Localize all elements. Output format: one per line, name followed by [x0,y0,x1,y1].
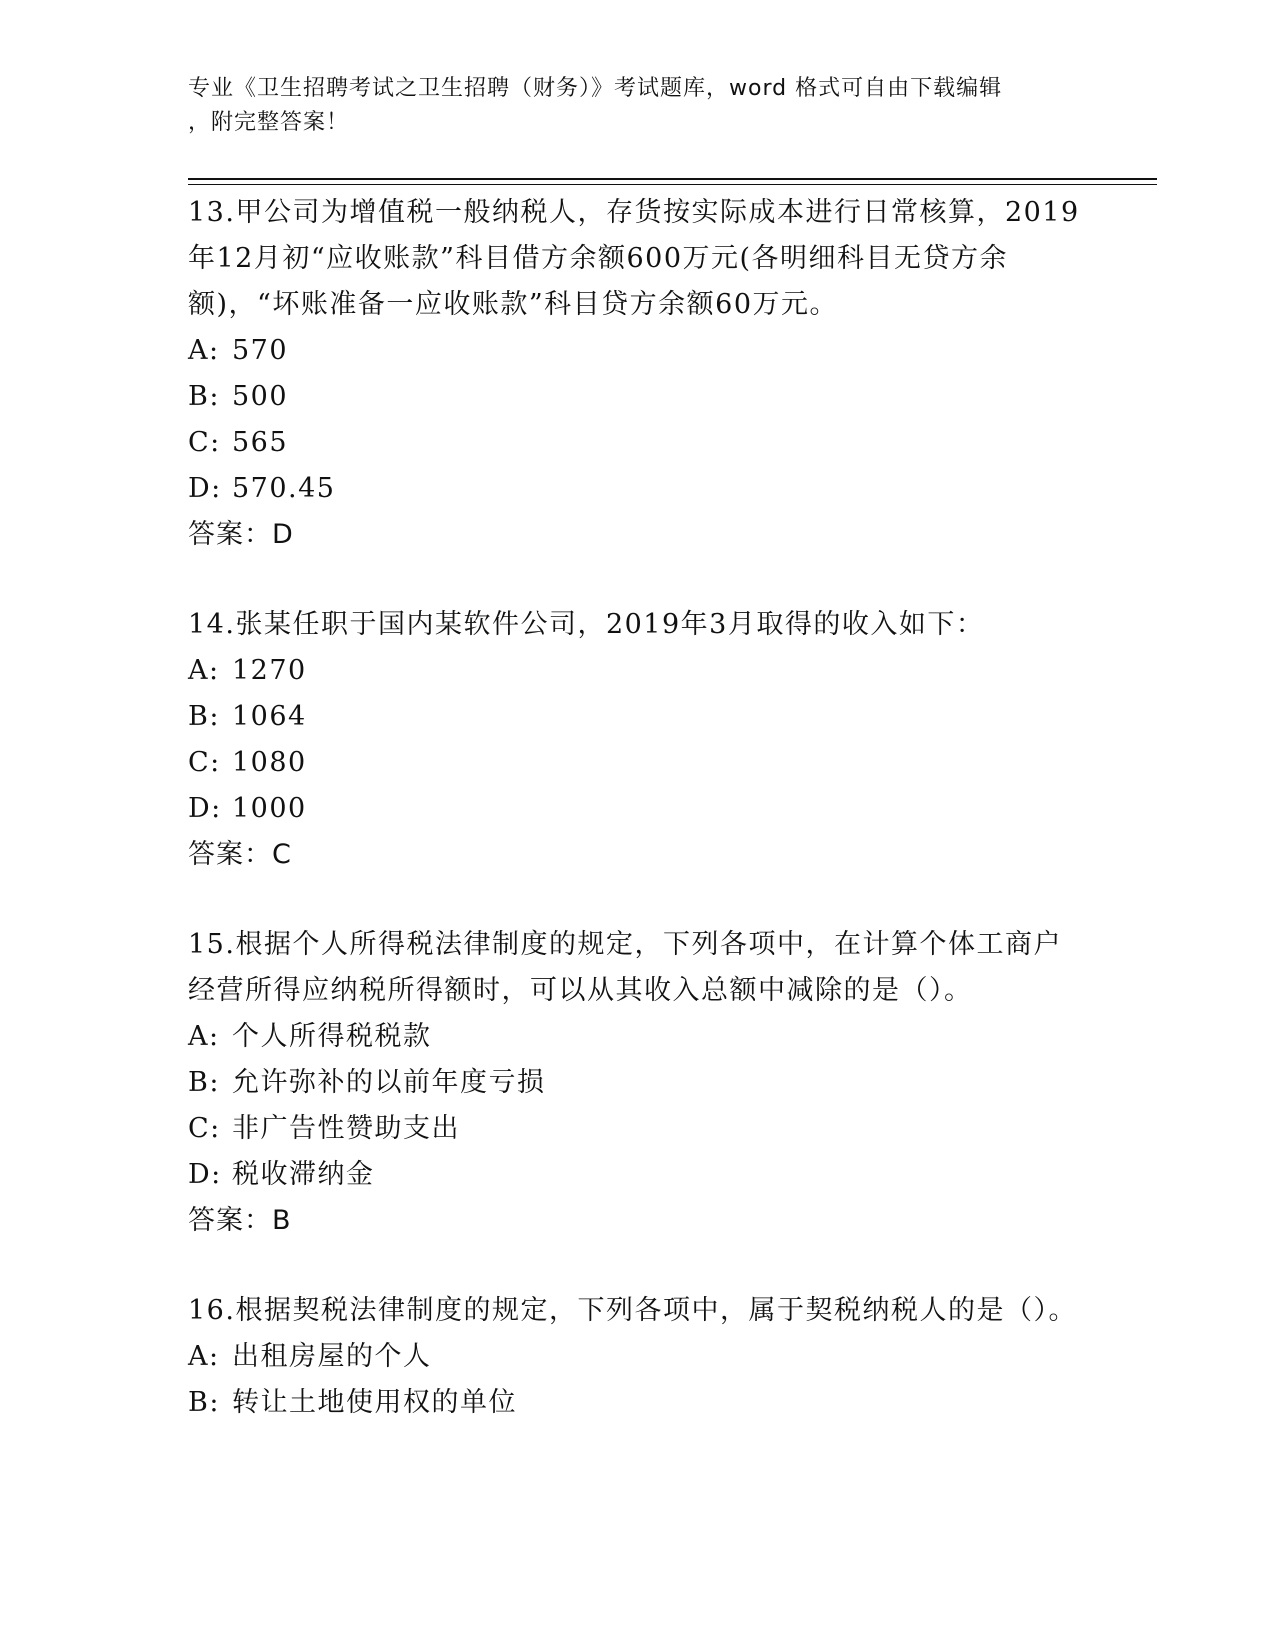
option-a [188,648,1088,694]
option-key: A: [188,335,220,366]
question-list [188,190,1088,1426]
option-key: D: [188,1159,222,1190]
option-key: C: [188,747,221,778]
option-key: A: [188,1021,220,1052]
option-a [188,328,1088,374]
option-value: 允许弥补的以前年度亏损 [232,1067,546,1098]
option-key: A: [188,655,220,686]
option-c [188,1106,1088,1152]
option-key: A: [188,1341,220,1372]
option-value: 转让土地使用权的单位 [232,1387,517,1418]
option-b [188,1060,1088,1106]
question-text: 13.甲公司为增值税一般纳税人，存货按实际成本进行日常核算，2019年12月初“应收账款”科目借方余额600万元(各明细科目无贷方余额)，“坏账准备一应收账款”科目贷方余额60万元。 [188,197,1080,320]
option-key: D: [188,473,222,504]
option-key: C: [188,427,221,458]
question-13 [188,190,1088,558]
option-value: 出租房屋的个人 [232,1341,432,1372]
answer-line: 答案：D [188,519,294,550]
question-14 [188,602,1088,878]
option-key: D: [188,793,222,824]
option-a [188,1014,1088,1060]
option-value: 1080 [232,747,307,778]
option-c [188,740,1088,786]
option-d [188,1152,1088,1198]
option-value: 570 [232,335,289,366]
header-title-line-2: ，附完整答案！ [188,110,350,135]
option-value: 565 [232,427,289,458]
option-value: 个人所得税税款 [232,1021,432,1052]
question-spacer [188,878,1088,922]
option-c [188,420,1088,466]
option-value: 1064 [232,701,307,732]
header-divider-thick [188,178,1157,180]
option-b [188,694,1088,740]
question-text: 15.根据个人所得税法律制度的规定，下列各项中，在计算个体工商户经营所得应纳税所得额时，可以从其收入总额中减除的是（）。 [188,929,1062,1006]
answer-line: 答案：C [188,839,292,870]
option-d [188,466,1088,512]
option-value: 税收滞纳金 [232,1159,375,1190]
option-value: 570.45 [232,473,336,504]
option-value: 500 [232,381,289,412]
document-header [188,72,1088,140]
option-a [188,1334,1088,1380]
answer-line: 答案：B [188,1205,292,1236]
option-key: B: [188,701,220,732]
option-key: B: [188,1067,220,1098]
option-b [188,374,1088,420]
option-value: 非广告性赞助支出 [232,1113,460,1144]
question-spacer [188,558,1088,602]
option-b [188,1380,1088,1426]
option-key: C: [188,1113,221,1144]
question-16 [188,1288,1088,1426]
header-divider-thin [188,184,1157,185]
question-text: 16.根据契税法律制度的规定，下列各项中，属于契税纳税人的是（）。 [188,1295,1077,1326]
option-value: 1000 [232,793,307,824]
question-15 [188,922,1088,1244]
question-spacer [188,1244,1088,1288]
option-d [188,786,1088,832]
option-key: B: [188,1387,220,1418]
option-key: B: [188,381,220,412]
question-text: 14.张某任职于国内某软件公司，2019年3月取得的收入如下： [188,609,985,640]
header-title-line-1: 专业《卫生招聘考试之卫生招聘（财务）》考试题库，word 格式可自由下载编辑 [188,76,1003,101]
option-value: 1270 [232,655,307,686]
